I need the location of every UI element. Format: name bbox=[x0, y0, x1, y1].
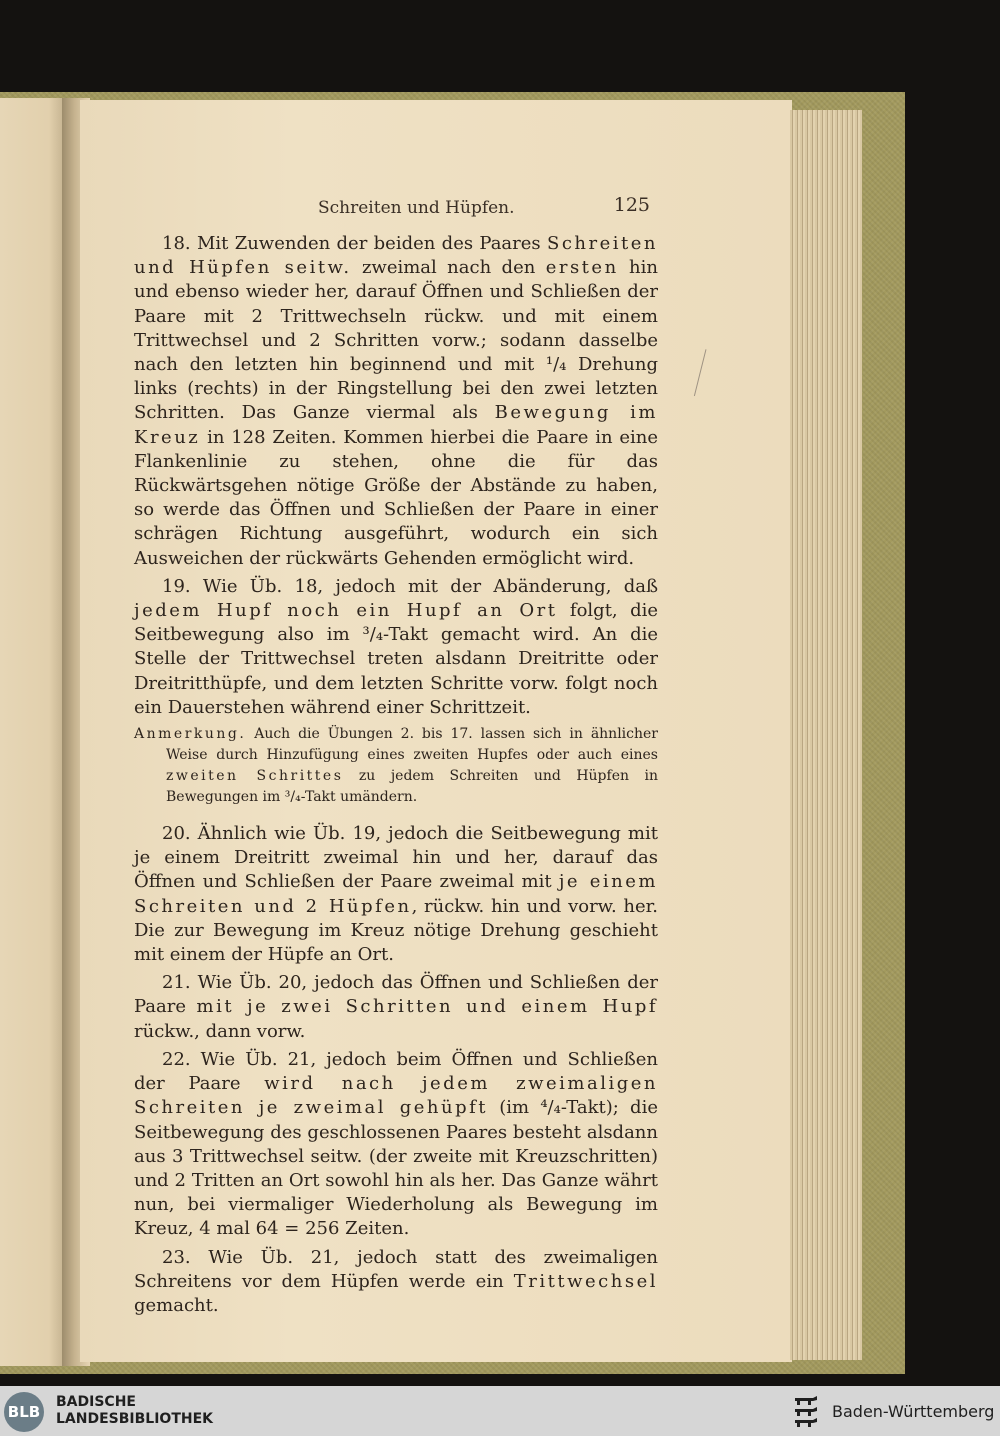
spaced-text: je einem Schreiten und 2 Hüpfen bbox=[134, 871, 658, 917]
text-run: -Takt gemacht wird. An die Stelle der Trittwechsel treten alsdann Dreitritte oder Dreitritthüpfe, und dem letzten Schritte vorw. folgt noch ein Dauerstehen während einer Schrittzeit. bbox=[134, 624, 658, 718]
text-run: in 128 Zeiten. Kommen hierbei die Paare in eine Flankenlinie zu stehen, ohne die für das Rückwärtsgehen nötige Größe der Abstände zu haben, so werde das Öffnen und Schließen der Paare in einer schrägen Richtung ausgeführt, wodurch ein sich Ausweichen der rückwärts Gehenden ermöglicht wird. bbox=[134, 426, 658, 569]
text-run: , rückw. hin und vorw. her. Die zur Bewegung im Kreuz nötige Drehung geschieht mit einem der Hüpfe an Ort. bbox=[134, 895, 658, 966]
footnote-anmerkung bbox=[134, 724, 658, 808]
text-run: zu jedem Schreiten und Hüpfen in Bewegungen im bbox=[166, 768, 659, 806]
spaced-text: Trittwechsel bbox=[513, 1270, 658, 1292]
spaced-text: zweiten Schrittes bbox=[166, 768, 344, 785]
fraction: ³/₄ bbox=[362, 624, 384, 646]
text-run: zweimal nach den bbox=[351, 257, 546, 279]
text-run: (im bbox=[488, 1097, 541, 1119]
text-run: 18. Mit Zuwenden der beiden des Paares bbox=[162, 233, 547, 254]
text-run: Auch die Übungen 2. bis 17. lassen sich in ähnlicher Weise durch Hinzufügung eines zweiten Hupfes oder auch eines bbox=[166, 726, 658, 764]
paragraph-19 bbox=[134, 575, 658, 720]
spaced-text: ersten bbox=[545, 257, 619, 279]
fraction: ⁴/₄ bbox=[540, 1097, 561, 1119]
running-title: Schreiten und Hüpfen. bbox=[318, 198, 515, 218]
text-run: folgt, die Seitbewegung also im bbox=[134, 600, 659, 646]
paragraph-18 bbox=[134, 232, 658, 571]
spaced-text: Schreiten und Hüpfen seitw. bbox=[134, 233, 658, 279]
spaced-text: jedem Hupf noch ein Hupf an Ort bbox=[134, 600, 558, 622]
text-run: 20. Ähnlich wie Üb. 19, jedoch die Seitbewegung mit je einem Dreitritt zweimal hin und her, darauf das Öffnen und Schließen der Paare zweimal mit bbox=[134, 823, 658, 893]
paragraph-23 bbox=[134, 1246, 658, 1319]
text-run: rückw., dann vorw. bbox=[134, 1020, 306, 1042]
library-name-line2: LANDESBIBLIOTHEK bbox=[56, 1411, 214, 1427]
library-name-line1: BADISCHE bbox=[56, 1394, 136, 1410]
note-label: Anmerkung. bbox=[134, 726, 247, 743]
text-run: Drehung links (rechts) in der Ringstellung bei den zwei letzten Schritten. Das Ganze viermal als bbox=[134, 354, 658, 424]
text-run: gemacht. bbox=[134, 1294, 219, 1316]
paragraph-21 bbox=[134, 971, 658, 1044]
spaced-text: mit je zwei Schritten und einem Hupf bbox=[196, 996, 659, 1018]
text-run: -Takt umändern. bbox=[300, 789, 418, 806]
text-run: 21. Wie Üb. 20, jedoch das Öffnen und Schließen der Paare bbox=[134, 972, 658, 1018]
paragraph-22 bbox=[134, 1048, 658, 1242]
page-edges bbox=[790, 110, 862, 1360]
text-run: hin und ebenso wieder her, darauf Öffnen und Schließen der Paare mit 2 Trittwechseln rückw. und mit einem Trittwechsel und 2 Schritten vorw.; sodann dasselbe nach den letzten hin beginnend und mit bbox=[134, 257, 658, 376]
blb-logo[interactable]: BLB bbox=[4, 1392, 44, 1432]
page-body bbox=[134, 232, 658, 1318]
text-run: -Takt); die Seitbewegung des geschlossenen Paares besteht alsdann aus 3 Trittwechsel seitw. (der zweite mit Kreuzschritten) und 2 Tritten an Ort sowohl hin als her. Das Ganze währt nun, bei viermaliger Wiederholung als Bewegung im Kreuz, 4 mal 64 = 256 Zeiten. bbox=[134, 1097, 658, 1240]
fraction: ³/₄ bbox=[284, 789, 301, 806]
page-header bbox=[318, 194, 650, 224]
fraction: ¹/₄ bbox=[545, 354, 567, 376]
spaced-text: Bewegung im Kreuz bbox=[134, 402, 658, 448]
library-name[interactable] bbox=[56, 1394, 213, 1428]
paragraph-20 bbox=[134, 822, 658, 967]
state-name[interactable]: Baden-Württemberg bbox=[832, 1402, 995, 1421]
page-number: 125 bbox=[613, 194, 650, 216]
footer-bar bbox=[0, 1386, 1000, 1436]
left-page-edge bbox=[0, 98, 70, 1366]
text-run: 23. Wie Üb. 21, jedoch statt des zweimaligen Schreitens vor dem Hüpfen werde ein bbox=[134, 1246, 658, 1292]
text-run: 19. Wie Üb. 18, jedoch mit der Abänderung, daß bbox=[162, 575, 658, 597]
three-lions-icon bbox=[792, 1394, 820, 1428]
text-run: 22. Wie Üb. 21, jedoch beim Öffnen und Schließen der Paare bbox=[134, 1048, 658, 1095]
spaced-text: wird nach jedem zweimaligen Schreiten je zweimal gehüpft bbox=[134, 1073, 659, 1119]
